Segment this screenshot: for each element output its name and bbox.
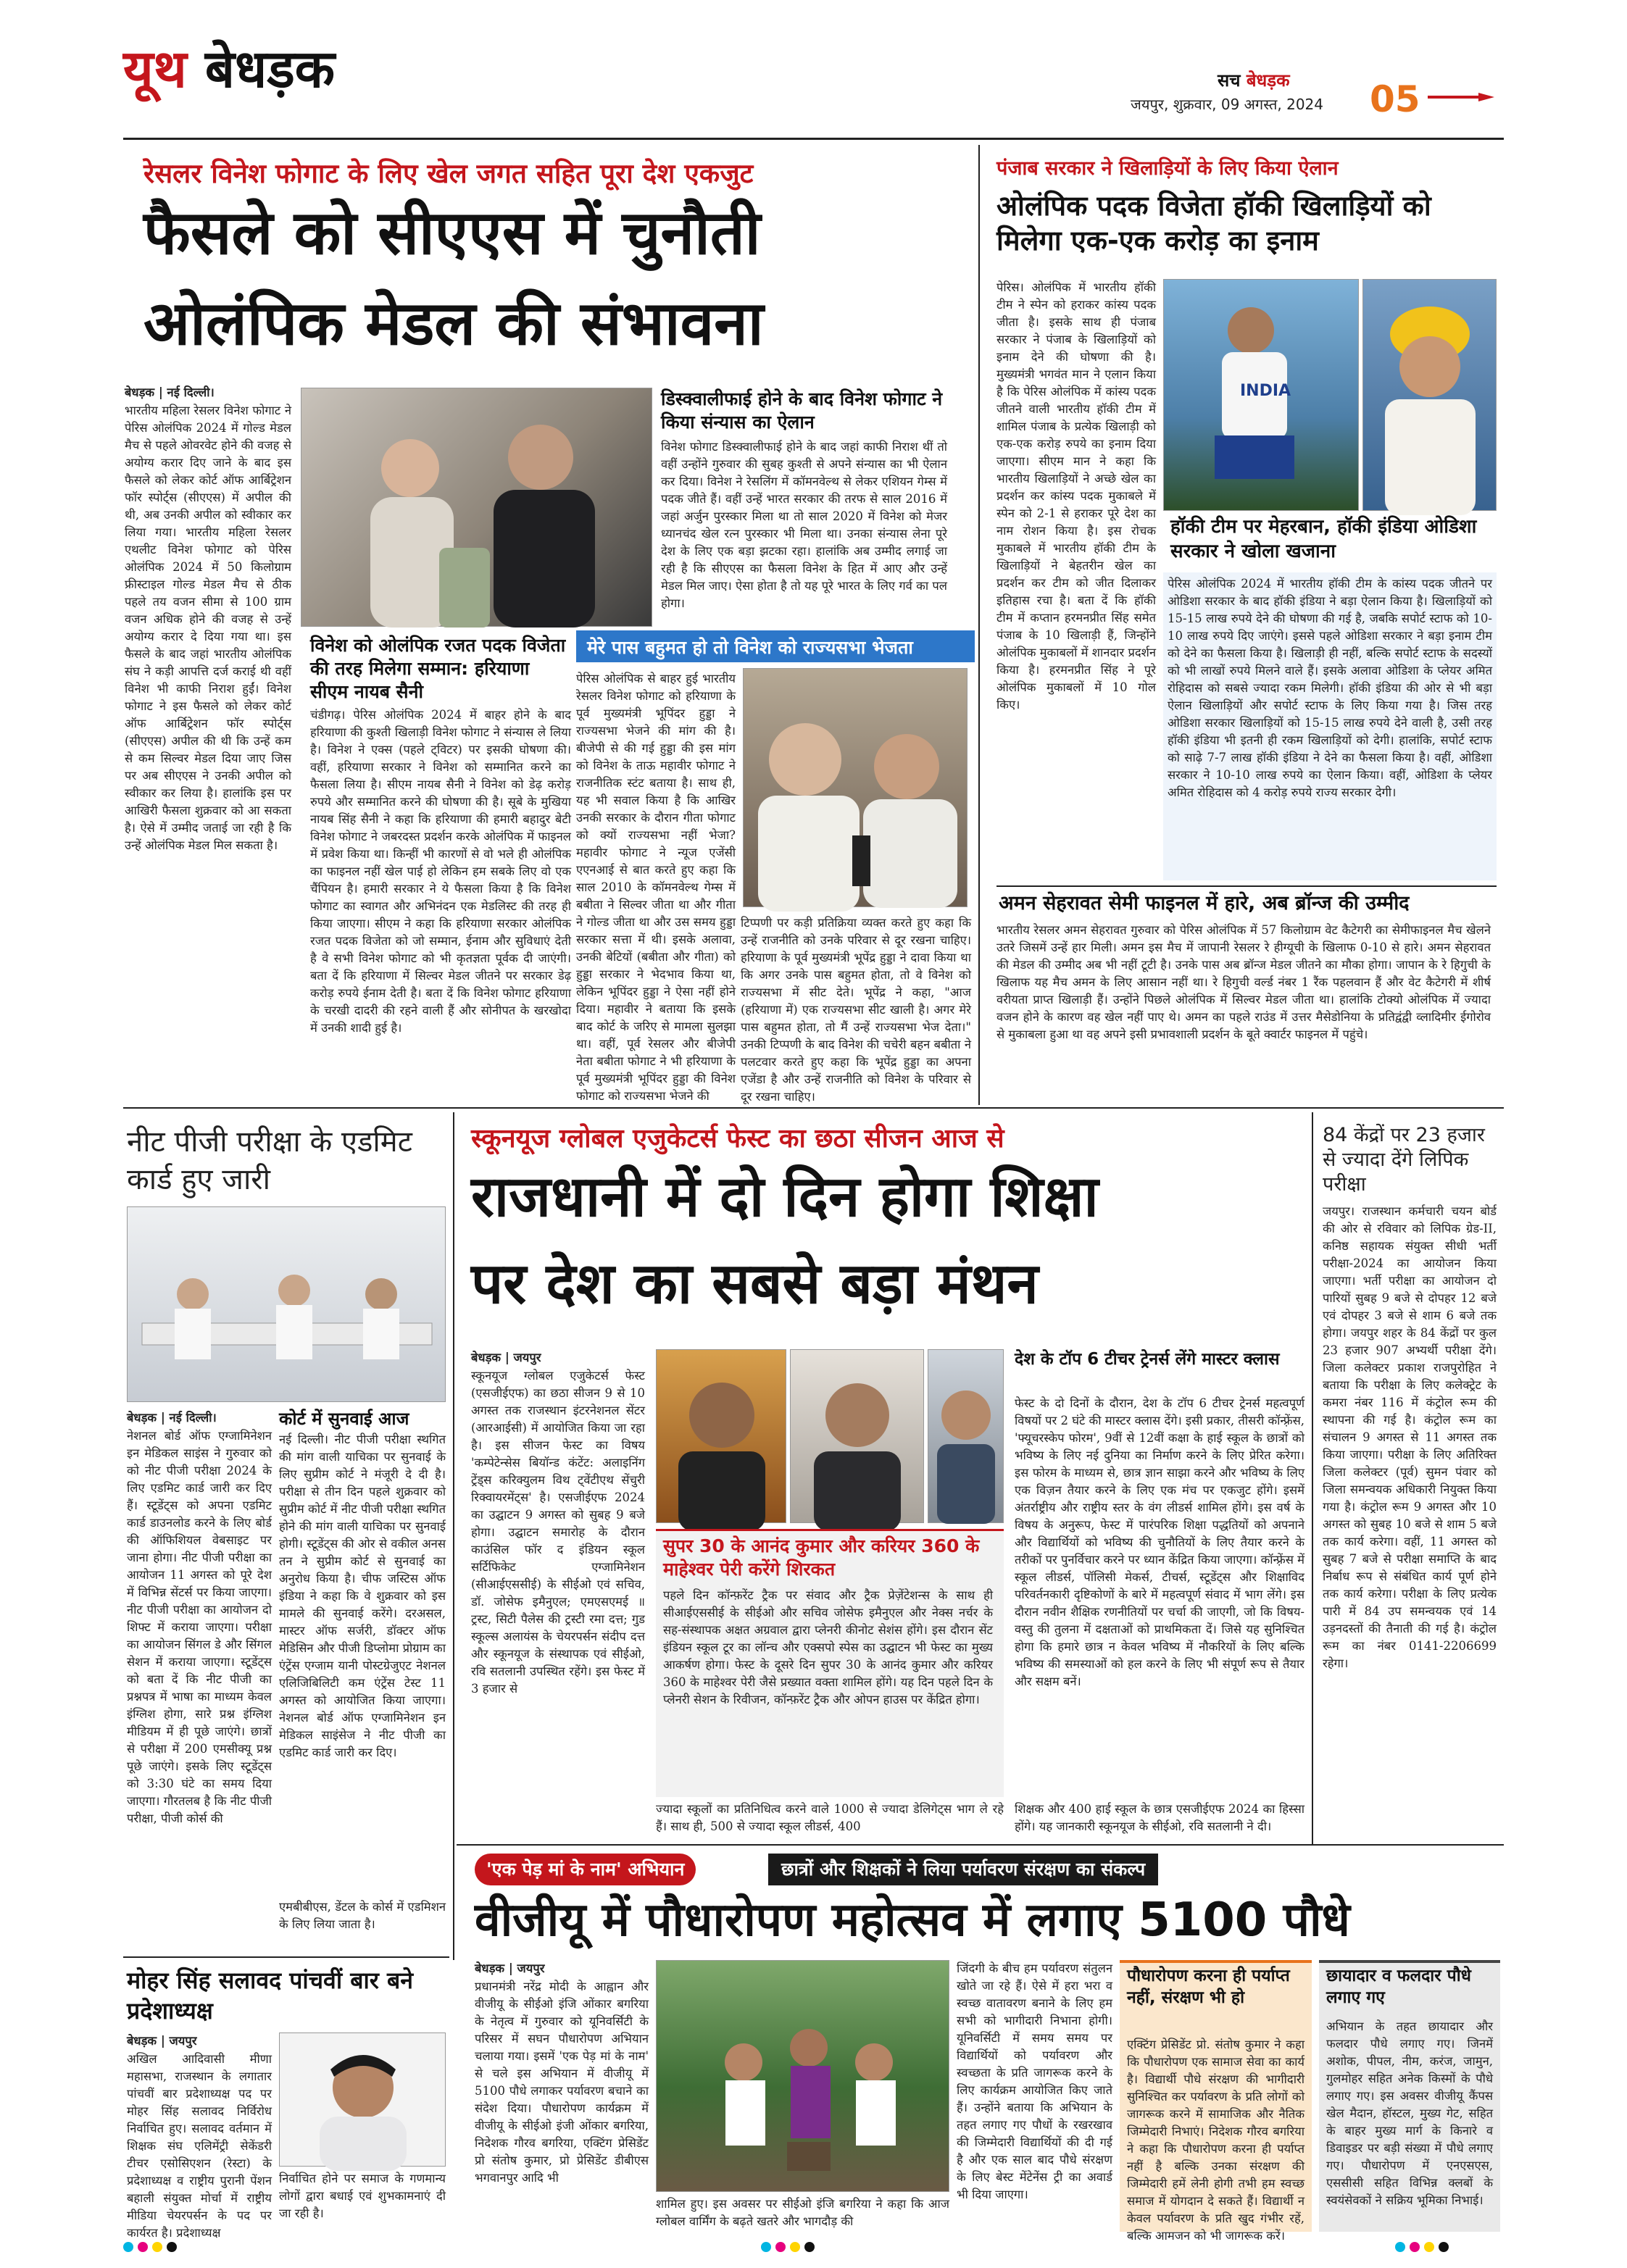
vgu-tag: 'एक पेड़ मां के नाम' अभियान <box>475 1854 696 1885</box>
vinesh-kicker: रेसलर विनेश फोगाट के लिए खेल जगत सहित पूरा देश एकजुट <box>143 158 754 189</box>
mohar-body: अखिल आदिवासी मीणा महासभा, राजस्थान के लगातार पांचवीं बार प्रदेशाध्यक्ष पद पर मोहर सिंह सलावद निर्विरोध निर्वाचित हुए। सलावद वर्तमान में शिक्षक संघ एलिमेंट्री सेकेंडरी टीचर एसोसिएशन (रेस्टा) के प्रदेशाध्यक्ष व राष्ट्रीय पुरानी पेंशन बहाली संयुक्त मोर्चा में राष्ट्रीय मीडिया चेयरपर्सन के पद पर कार्यरत है। प्रदेशाध्यक्ष <box>127 2052 272 2240</box>
aman-body: भारतीय रेसलर अमन सेहरावत गुरुवार को पेरिस ओलंपिक में 57 किलोग्राम वेट कैटेगरी का सेमीफाइनल मैच खेलने उतरे जिसमें उन्हें हार मिली। अमन इस मैच में जापानी रेसलर रे हीग्यूची के खिलाफ 0-10 से हारे। अमन सेहरावत की मेडल की उम्मीद अब भी नहीं टूटी है। उनके पास अब ब्रॉन्ज मेडल जीतने का मौका होगा। जापान के रे हिगुची के खिलाफ यह मैच अमन के लिए आसान नहीं था। रे हिगुची वर्ल्ड नंबर 1 रैंक पहलवान हैं और वेट कैटेगरी में शीर्ष वरीयता प्राप्त खिलाड़ी हैं। उन्होंने पिछले ओलंपिक में सिल्वर मेडल जीता था। हालांकि टोक्यो ओलंपिक में ज्यादा वजन होने के कारण वह खेल नहीं पाए थे। अमन का पहले राउंड में उत्तर मैसेडोनिया के प्रतिद्वंद्वी व्लादिमीर ईगोरोव से मुकाबला हुआ था वह अपने इसी प्रभावशाली प्रदर्शन के बूते क्वार्टर फाइनल में पहुंचे। <box>996 923 1491 1041</box>
mohar-photo <box>279 2033 446 2167</box>
vgu-headline: वीजीयू में पौधारोपण महोत्सव में लगाए 5100 पौधे <box>475 1893 1350 1947</box>
vinesh-col1: भारतीय महिला रेसलर विनेश फोगाट ने पेरिस ओलंपिक 2024 में गोल्ड मेडल मैच से पहले ओवरवेट होने की वजह से अयोग्य करार दिए जाने के बाद इस फैसले को लेकर कोर्ट ऑफ आर्बिट्रेशन फॉर स्पोर्ट्स (सीएएस) में अपील की थी, अब उनकी अपील को स्वीकार कर लिया गया। भारतीय महिला रेसलर एथलीट विनेश फोगाट को पेरिस ओलंपिक 2024 में 50 किलोग्राम फ्रीस्टाइल गोल्ड मेडल मैच से ठीक पहले तय वजन सीमा से 100 ग्राम वजन अधिक होने की वजह से उन्हें अयोग्य करार दे दिया गया था। इस फैसले के बाद जहां भारतीय ओलंपिक संघ ने कड़ी आपत्ति दर्ज कराई थी वहीं विनेश भी काफी निराश हुईं। विनेश फोगाट ने इस फैसले को लेकर कोर्ट ऑफ आर्बिट्रेशन फॉर स्पोर्ट्स (सीएएस) अपील की थी कि उन्हें कम से कम सिल्वर मेडल दिया जाए जिस पर अब सीएएस ने उनकी अपील को स्वीकार कर लिया है। हालांकि इस पर आखिरी फैसला शुक्रवार को आ सकता है। ऐसे में उम्मीद जताई जा रही है कि उन्हें ओलंपिक मेडल मिल सकता है। <box>125 404 291 852</box>
logo-black: बेधड़क <box>204 38 336 99</box>
edu-headline-1: राजधानी में दो दिन होगा शिक्षा <box>471 1164 1099 1230</box>
clerk-body: जयपुर। राजस्थान कर्मचारी चयन बोर्ड की ओर से रविवार को लिपिक ग्रेड-II, कनिष्ठ सहायक संयुक्त सीधी भर्ती परीक्षा-2024 का आयोजन किया जाएगा। भर्ती परीक्षा का आयोजन दो पारियों सुबह 9 बजे से दोपहर 12 बजे एवं दोपहर 3 बजे से शाम 6 बजे तक होगा। जयपुर शहर के 84 केंद्रों पर कुल 23 हजार 907 अभ्यर्थी परीक्षा देंगे। जिला कलेक्टर प्रकाश राजपुरोहित ने बताया कि परीक्षा के लिए कलेक्ट्रेट के कमरा नंबर 116 में कंट्रोल रूम की स्थापना की गई है। कंट्रोल रूम का संचालन 9 अगस्त से 11 अगस्त तक किया जाएगा। परीक्षा के लिए अतिरिक्त जिला कलेक्टर (पूर्व) सुमन पंवार को जिला समन्वयक अधिकारी नियुक्त किया गया है। कंट्रोल रूम 9 अगस्त और 10 अगस्त को सुबह 10 बजे से शाम 5 बजे तक कार्य करेगा। वहीं, 11 अगस्त को सुबह 7 बजे से परीक्षा समाप्ति के बाद निर्बाध रूप से संबंधित कार्य पूर्ण होने तक कार्य करेगा। परीक्षा के लिए प्रत्येक पारी में 84 उप समन्वयक एवं 14 उड़नदस्तों की तैनाती की गई है। कंट्रोल रूम का नंबर 0141-2206699 रहेगा। <box>1323 1204 1497 1670</box>
edu-headline-2: पर देश का सबसे बड़ा मंथन <box>471 1251 1039 1317</box>
edu-photo-1 <box>656 1349 786 1523</box>
vgu-body-3: शामिल हुए। इस अवसर पर सीईओ इंजि बगरिया ने कहा कि आज ग्लोबल वार्मिंग के बढ़ते खतरे और भागदौड़ की <box>656 2197 949 2228</box>
registration-dots-right <box>1395 2241 1453 2255</box>
vinesh-photo <box>301 388 652 627</box>
court-heading: कोर्ट में सुनवाई आज <box>279 1409 409 1429</box>
mohar-tail: निर्वाचित होने पर समाज के गणमान्य लोगों द्वारा बधाई एवं शुभकामनाएं दी जा रही है। <box>279 2172 446 2220</box>
registration-dots-mid <box>761 2241 819 2255</box>
brand-small: सच बेधड़क <box>1218 70 1290 91</box>
vgu-body-2: जिंदगी के बीच हम पर्यावरण संतुलन खोते जा रहे हैं। ऐसे में हरा भरा व स्वच्छ वातावरण बनाने के लिए हम सभी को भागीदारी निभाना होगी। यूनिवर्सिटी में समय समय पर विद्यार्थियों को पर्यावरण और स्वच्छता के प्रति जागरूक करने के लिए कार्यक्रम आयोजित किए जाते हैं। उन्होंने बताया कि अभियान के तहत लगाए गए पौधों के रखरखाव की जिम्मेदारी विद्यार्थियों की दी गई है और एक साल बाद पौधे संरक्षण के लिए बेस्ट मेंटेनेंस ट्री का अवार्ड भी दिया जाएगा। <box>957 1961 1112 2201</box>
anand-body: पहले दिन कॉन्फ़रेंट ट्रैक पर संवाद और ट्रैक प्रेज़ेंटेशन्स के साथ ही सीआईएससीई के सीईओ और सचिव जोसेफ इमैनुएल और नेक्स नर्चर के सह-संस्थापक अक्षत अग्रवाल द्वारा प्लेनरी कीनोट सेशंस होंगे। इस दौरान सेंट इंडियन स्कूल टूर का लॉन्च और एक्सपो स्पेस का उद्घाटन भी फेस्ट का मुख्य आकर्षण होगा। फेस्ट के दूसरे दिन सुपर 30 के आनंद कुमार और करियर 360 के माहेश्वर पेरी जैसे प्रख्यात वक्ता शामिल होंगे। यह दिन पहले दिन के प्लेनरी सेशन के रिवीजन, कॉन्फ़रेंट ट्रैक और ओपन हाउस पर केंद्रित होगा। <box>663 1588 993 1706</box>
vertical-rule-1 <box>978 145 980 1105</box>
vgu-byline: बेधड़क | जयपुर <box>475 1961 545 1975</box>
anand-heading: सुपर 30 के आनंद कुमार और करियर 360 के माहेश्वर पेरी करेंगे शिरकत <box>663 1535 980 1580</box>
vgu-box1-body: एक्टिंग प्रेसिडेंट प्रो. संतोष कुमार ने कहा कि पौधारोपण एक सामाज सेवा का कार्य है। विद्यार्थी पौधे संरक्षण की भागीदारी सुनिश्चित कर पर्यावरण के प्रति लोगों को जागरूक करने में सामाजिक और नैतिक जिम्मेदारी निभाएं। निदेशक गौरव बगरिया ने कहा कि पौधारोपण करना ही पर्याप्त नहीं है बल्कि उनका संरक्षण की जिम्मेदारी हमें लेनी होगी तभी हम स्वच्छ समाज में योगदान दे सकते हैं। विद्यार्थी न केवल पर्यावरण के प्रति खुद गंभीर रहें, बल्कि आमजन को भी जागरूक करें। <box>1127 2038 1304 2243</box>
vertical-rule-3 <box>1312 1112 1313 1844</box>
logo <box>123 36 335 101</box>
neet-body: नेशनल बोर्ड ऑफ एग्जामिनेशन इन मेडिकल साइंस ने गुरुवार को को नीट पीजी परीक्षा 2024 के लिए एडमिट कार्ड जारी कर दिए हैं। स्टूडेंट्स को अपना एडमिट कार्ड डाउनलोड करने के लिए बोर्ड की ऑफिशियल वेबसाइट पर जाना होगा। नीट पीजी परीक्षा का आयोजन 11 अगस्त को पूरे देश में विभिन्न सेंटर्स पर किया जाएगा। नीट पीजी परीक्षा का आयोजन दो शिफ्ट में कराया जाएगा। परीक्षा का आयोजन सिंगल डे और सिंगल सेशन में कराया जाएगा। स्टूडेंट्स को बता दें कि नीट पीजी का प्रश्नपत्र में भाषा का माध्यम केवल इंग्लिश होगा, सारे प्रश्न इंग्लिश मीडियम में ही पूछे जाएंगे। छात्रों से परीक्षा में 200 एमसीक्यू प्रश्न पूछे जाएंगे। इसके लिए स्टूडेंट्स को 3:30 घंटे का समय दिया जाएगा। गौरतलब है कि नीट पीजी परीक्षा, पीजी कोर्स की <box>127 1429 272 1825</box>
page-number: 05 <box>1370 78 1420 120</box>
vgu-box1-heading: पौधारोपण करना ही पर्याप्त नहीं, संरक्षण भी हो <box>1127 1967 1290 2007</box>
vgu-body-1: प्रधानमंत्री नरेंद्र मोदी के आह्वान और वीजीयू के सीईओ इंजि ओंकार बगरिया के नेतृत्व में गुरुवार को यूनिवर्सिटी के परिसर में सघन पौधारोपण अभियान चलाया गया। इसमें 'एक पेड़ मां के नाम' से चले इस अभियान में वीजीयू में 5100 पौधे लगाकर पर्यावरण बचाने का संदेश दिया। पौधारोपण कार्यक्रम में वीजीयू के सीईओ इंजी ओंकार बगरिया, निदेशक गौरव बगरिया, एक्टिंग प्रेसिडेंट प्रो संतोष कुमार, प्रो प्रेसिडेंट डीबीएस भगवानपुर आदि भी <box>475 1980 649 2185</box>
vgu-box2-heading: छायादार व फलदार पौधे लगाए गए <box>1326 1967 1471 2007</box>
hockey-body: पेरिस। ओलंपिक में भारतीय हॉकी टीम ने स्पेन को हराकर कांस्य पदक जीता है। इसके साथ ही पंजाब सरकार ने पंजाब के खिलाड़ियों को इनाम देने की घोषणा की है। मुख्यमंत्री भगवंत मान ने एलान किया है कि पेरिस ओलंपिक में कांस्य पदक जीतने वाली भारतीय हॉकी टीम में शामिल पंजाब के प्रत्येक खिलाड़ी को एक-एक करोड़ रुपये का इनाम दिया जाएगा। सीएम मान ने कहा कि भारतीय खिलाड़ियों ने अच्छे खेल का प्रदर्शन कर कांस्य पदक मुकाबले में स्पेन को 2-1 से हराकर पूरे देश का नाम रोशन किया है। इस रोचक मुकाबले में भारतीय हॉकी टीम के खिलाड़ियों ने बेहतरीन खेल का प्रदर्शन कर टीम को जीत दिलाकर इतिहास रचा है। बता दें कि हॉकी टीम में कप्तान हरमनप्रीत सिंह समेत पंजाब के 10 खिलाड़ी हैं, जिन्होंने ओलंपिक मुकाबलों में शानदार प्रदर्शन किया है। हरमनप्रीत सिंह ने पूरे ओलंपिक मुकाबलों में 10 गोल किए। <box>996 280 1156 712</box>
svg-text:INDIA: INDIA <box>1240 382 1291 400</box>
teacher-heading: देश के टॉप 6 टीचर ट्रेनर्स लेंगे मास्टर क्लास <box>1015 1350 1280 1369</box>
edu-bottom-1: ज्यादा स्कूलों का प्रतिनिधित्व करने वाले 1000 से ज्यादा डेलिगेट्स भाग ले रहे हैं। साथ ही, 500 से ज्यादा स्कूल लीडर्स, 400 <box>656 1802 1004 1833</box>
vertical-rule-2 <box>453 1112 454 1960</box>
hockey-headline: ओलंपिक पदक विजेता हॉकी खिलाड़ियों को मिलेगा एक-एक करोड़ का इनाम <box>996 190 1431 257</box>
rs-body-2: टिप्पणी पर कड़ी प्रतिक्रिया व्यक्त करते हुए कहा कि उन्हें राजनीति को उनके परिवार से दूर रखना चाहिए। हरियाणा के पूर्व मुख्यमंत्री भूपेंद्र हुड्डा ने दावा किया था कि अगर उनके पास बहुमत होता, तो वे विनेश को राज्यसभा में सीट देते। भूपेंद्र ने कहा, "आज (हरियाणा में) एक राज्यसभा सीट खाली है। अगर मेरे पास बहुमत होता, तो मैं उन्हें राज्यसभा भेज देता।" उनकी टिप्पणी के बाद विनेश की चचेरी बहन बबीता ने पलटवार करते हुए कहा कि भूपेंद्र हुड्डा का अपना एजेंडा है और उन्हें राजनीति को विनेश के परिवार से दूर रखना चाहिए। <box>741 916 971 1104</box>
vinesh-byline: बेधड़क | नई दिल्ली। <box>125 385 215 399</box>
logo-red: यूथ <box>123 38 187 99</box>
edu-photo-2 <box>790 1349 924 1523</box>
pen-icon <box>1428 91 1494 101</box>
mann-photo <box>1362 279 1497 511</box>
hooda-photo <box>743 668 968 907</box>
odisha-body: पेरिस ओलंपिक 2024 में भारतीय हॉकी टीम के कांस्य पदक जीतने पर ओडिशा सरकार के बाद हॉकी इंडिया ने बड़ा ऐलान किया है। खिलाड़ियों को 15-15 लाख रुपये देने की घोषणा की गई है, जबकि सपोर्ट स्टाफ को 10-10 लाख रुपये दिए जाएंगे। इससे पहले ओडिशा सरकार ने बड़ा इनाम टीम को देने का फैसला किया है। खिलाड़ी ही नहीं, बल्कि सपोर्ट स्टाफ के सदस्यों को भी लाखों रुपये मिलने वाले हैं। इसके अलावा ओडिशा के प्लेयर अमित रोहिदास को सबसे ज्यादा रकम मिलेगी। हॉकी इंडिया की ओर से भी बड़ा ऐलान खिलाड़ियों और सपोर्ट स्टाफ के लिए किया गया है। जिस तरह ओडिशा सरकार खिलाड़ियों को 15-15 लाख रुपये देने वाली है, उसी तरह हॉकी इंडिया भी इतनी ही रकम खिलाड़ियों को देगी। हालांकि, सपोर्ट स्टाफ को साढ़े 7-7 लाख हॉकी इंडिया ने देने का फैसला किया है। वहीं, ओडिशा सरकार ने 10-10 लाख रुपये का ऐलान किया। वहीं, ओडिशा के प्लेयर अमित रोहिदास को 4 करोड़ रुपये राज्य सरकार देगी। <box>1163 572 1497 880</box>
rule-top <box>123 138 1504 140</box>
mohar-headline: मोहर सिंह सलावद पांचवीं बार बने प्रदेशाध्यक्ष <box>127 1967 414 2025</box>
neet-tail: एमबीबीएस, डेंटल के कोर्स में एडमिशन के लिए लिया जाता है। <box>279 1900 446 1931</box>
edu-photo-3 <box>928 1349 1004 1523</box>
rs-heading: मेरे पास बहुमत हो तो विनेश को राज्यसभा भेजता <box>587 637 913 658</box>
registration-dots-left <box>123 2241 181 2255</box>
haryana-body: चंडीगढ़। पेरिस ओलंपिक 2024 में बाहर होने के बाद हरियाणा की कुश्ती खिलाड़ी विनेश फोगाट ने संन्यास ले लिया है। विनेश ने एक्स (पहले ट्विटर) पर इसकी घोषणा की। वहीं, हरियाणा सरकार ने विनेश को सम्मानित करने का फैसला लिया है। सीएम नायब सैनी ने विनेश को डेढ़ करोड़ रुपये और सम्मानित करने की घोषणा की है। सूबे के मुखिया नायब सिंह सैनी ने कहा कि हरियाणा की हमारी बहादुर बेटी विनेश फोगाट ने जबरदस्त प्रदर्शन करके ओलंपिक में फाइनल में प्रवेश किया था। किन्हीं भी कारणों से वो भले ही ओलंपिक का फाइनल नहीं खेल पाई हो लेकिन हम सबके लिए वो एक चैंपियन है। हमारी सरकार ने ये फैसला किया है कि विनेश फोगाट का स्वागत और अभिनंदन एक मेडलिस्ट की तरह ही किया जाएगा। सीएम ने कहा कि हरियाणा सरकार ओलंपिक रजत पदक विजेता को जो सम्मान, ईनाम और सुविधाएं देती है वे सभी विनेश फोगाट को भी कृतज्ञता पूर्वक दी जाएंगी। बता दें कि हरियाणा में सिल्वर मेडल जीतने पर सरकार डेढ़ करोड़ रुपये ईनाम देती है। बता दें कि विनेश फोगाट हरियाणा के चरखी दादरी की रहने वाली हैं और सोनीपत के खरखोदा में उनकी शादी हुई है। <box>310 708 571 1035</box>
rule-mohar <box>123 1956 449 1958</box>
rule-aman <box>996 885 1497 887</box>
masthead <box>123 36 1500 130</box>
hockey-photo <box>1163 279 1359 511</box>
edu-kicker: स्कूनयूज ग्लोबल एजुकेटर्स फेस्ट का छठा सीजन आज से <box>471 1124 1004 1154</box>
court-body: नई दिल्ली। नीट पीजी परीक्षा स्थगित की मांग वाली याचिका पर सुनवाई के लिए सुप्रीम कोर्ट ने मंजूरी दे दी है। परीक्षा से तीन दिन पहले शुक्रवार को सुप्रीम कोर्ट में नीट पीजी परीक्षा स्थगित होने की मांग वाली याचिका पर सुनवाई होगी। स्टूडेंट्स की ओर से वकील अनस तन ने सुप्रीम कोर्ट से सुनवाई का अनुरोध किया है। चीफ जस्टिस ऑफ इंडिया ने कहा कि वे शुक्रवार को इस मामले की सुनवाई करेंगे। दरअसल, मास्टर ऑफ सर्जरी, डॉक्टर ऑफ मेडिसिन और पीजी डिप्लोमा प्रोग्राम का एंट्रेंस एग्जाम यानी पोस्टग्रेजुएट नेशनल एलिजिबिलिटी कम एंट्रेंस टेस्ट 11 अगस्त को आयोजित किया जाएगा। नेशनल बोर्ड ऑफ एग्जामिनेशन इन मेडिकल साइंसेज ने नीट पीजी का एडमिट कार्ड जारी कर दिए। <box>279 1433 446 1759</box>
edu-byline: बेधड़क | जयपुर <box>471 1351 541 1364</box>
clerk-headline: 84 केंद्रों पर 23 हजार से ज्यादा देंगे लिपिक परीक्षा <box>1323 1124 1485 1196</box>
neet-photo <box>127 1206 446 1402</box>
rs-body-1: पेरिस ओलंपिक से बाहर हुई भारतीय रेसलर विनेश फोगाट को हरियाणा के पूर्व मुख्यमंत्री भूपिंदर हुड्डा ने राज्यसभा भेजने की मांग की है। बीजेपी से की गई हुड्डा की इस मांग को विनेश के ताऊ महावीर फोगाट ने राजनीतिक स्टंट बताया है। साथ ही, यह भी सवाल किया है कि आखिर उनकी सरकार के दौरान गीता फोगाट को क्यों राज्यसभा नहीं भेजा? महावीर फोगाट ने न्यूज एजेंसी एएनआई से बात करते हुए कहा कि साल 2010 के कॉमनवेल्थ गेम्स में बबीता ने सिल्वर जीता था और गीता ने गोल्ड जीता था और उस समय हुड्डा सरकार सत्ता में थी। इसके अलावा, उनकी बेटियों (बबीता और गीता) को हुड्डा सरकार ने भेदभाव किया था, लेकिन भूपिंदर हुड्डा ने ऐसा नहीं होने दिया। महावीर ने बताया कि इसके बाद कोर्ट के जरिए से मामला सुलझा था। वहीं, पूर्व रेसलर और बीजेपी नेता बबीता फोगाट ने भी हरियाणा के पूर्व मुख्यमंत्री भूपिंदर हुड्डा की विनेश फोगाट को राज्यसभा भेजने की <box>576 672 736 1103</box>
vgu-box2-body: अभियान के तहत छायादार और फलदार पौधे लगाए गए। जिनमें अशोक, पीपल, नीम, करंज, जामुन, गुलमोहर सहित अनेक किस्मों के पौधे लगाए गए। इस अवसर वीजीयू कैंपस खेल मैदान, हॉस्टल, मुख्य गेट, सहित के बाहर मुख्य मार्ग के किनारे व डिवाइडर पर बड़ी संख्या में पौधे लगाए गए। पौधारोपण में एनएसएस, एससीसी सहित विभिन्न क्लबों के स्वयंसेवकों ने सक्रिय भूमिका निभाई। <box>1326 2019 1493 2207</box>
neet-byline: बेधड़क | नई दिल्ली। <box>127 1411 217 1425</box>
hockey-kicker: पंजाब सरकार ने खिलाड़ियों के लिए किया ऐलान <box>996 157 1339 180</box>
mohar-byline: बेधड़क | जयपुर <box>127 2034 197 2048</box>
dateline: जयपुर, शुक्रवार, 09 अगस्त, 2024 <box>1131 96 1323 113</box>
neet-headline: नीट पीजी परीक्षा के एडमिट कार्ड हुए जारी <box>127 1125 412 1196</box>
rule-mid <box>123 1107 1504 1109</box>
retire-heading: डिस्क्वालीफाई होने के बाद विनेश फोगाट ने किया संन्यास का ऐलान <box>661 388 943 433</box>
vinesh-headline-2: ओलंपिक मेडल की संभावना <box>143 288 764 359</box>
vinesh-headline-1: फैसले को सीएएस में चुनौती <box>143 197 761 268</box>
vgu-photo <box>656 1960 949 2192</box>
odisha-heading: हॉकी टीम पर मेहरबान, हॉकी इंडिया ओडिशा सरकार ने खोला खजाना <box>1170 516 1477 562</box>
aman-headline: अमन सेहरावत सेमी फाइनल में हारे, अब ब्रॉन्ज की उम्मीद <box>999 892 1410 914</box>
vgu-strap: छात्रों और शिक्षकों ने लिया पर्यावरण संरक्षण का संकल्प <box>768 1854 1158 1885</box>
edu-body-1: स्कूनयूज ग्लोबल एजुकेटर्स फेस्ट (एसजीईएफ) का छठा सीजन 9 से 10 अगस्त तक राजस्थान इंटरनेशनल सेंटर (आरआईसी) में आयोजित किया जा रहा है। इस सीजन फेस्ट का विषय 'कम्पेटेन्सेस बियॉन्ड कंटेंट: अलाइनिंग ट्रेंड्स करिक्युलम विथ ट्वेंटीएथ सेंचुरी रिक्वायरमेंट्स' है। एसजीईएफ 2024 का उद्घाटन 9 अगस्त को सुबह 9 बजे होगा। उद्घाटन समारोह के दौरान काउंसिल फॉर द इंडियन स्कूल सर्टिफिकेट एग्जामिनेशन (सीआईएससीई) के सीईओ एवं सचिव, डॉ. जोसेफ इमैनुएल; एमएसएमई ॥ ट्रस्ट, सिटी पैलेस की ट्रस्टी रमा दत्त; गुड स्कूल्स अलायंस के चेयरपर्सन संदीप दत्त और स्कूनयूज के संस्थापक एवं सीईओ, रवि सतलानी उपस्थित रहेंगे। इस फेस्ट में 3 हजार से <box>471 1369 645 1696</box>
teacher-body: फेस्ट के दो दिनों के दौरान, देश के टॉप 6 टीचर ट्रेनर्स महत्वपूर्ण विषयों पर 2 घंटे की मास्टर क्लास देंगे। इसी प्रकार, तीसरी कॉन्फ़्रेंस, 'फ्यूचरस्केप फोरम', 9वीं से 12वीं कक्षा के हाई स्कूल के छात्रों को भविष्य के लिए नई दुनिया का निर्माण करने के लिए प्रेरित करेगा। इस फोरम के माध्यम से, छात्र ज्ञान साझा करने और भविष्य के लिए एक विज़न तैयार करने के लिए एक मंच पर एकजुट होंगे। इसमें अंतर्राष्ट्रीय और राष्ट्रीय स्तर के वंग लीडर्स शामिल होंगे। इस वर्ष के विषय के अनुरूप, फेस्ट में पारंपरिक शिक्षा पद्धतियों को अपनाने और विद्यार्थियों को भविष्य की चुनौतियों के लिए तैयार करने के तरीकों पर पुनर्विचार करने पर ध्यान केंद्रित किया जाएगा। कॉन्फ़्रेंस में स्कूल लीडर्स, पॉलिसी मेकर्स, टीचर्स, स्टूडेंट्स और शिक्षाविद परिवर्तनकारी दृष्टिकोणों के बारे में महत्वपूर्ण संवाद में भाग लेंगे। इस दौरान नवीन शैक्षिक रणनीतियों पर चर्चा की जाएगी, जो कि विषय-वस्तु की तुलना में दक्षताओं को प्राथमिकता दें। जिसे यह सुनिश्चित होगा कि हमारे छात्र न केवल भविष्य में नौकरियों के लिए बल्कि भविष्य की समस्याओं को हल करने के लिए भी संपूर्ण रूप से तैयार और सक्षम बनें। <box>1015 1396 1304 1688</box>
haryana-heading: विनेश को ओलंपिक रजत पदक विजेता की तरह मिलेगा सम्मान: हरियाणा सीएम नायब सैनी <box>310 635 566 702</box>
rule-vgu <box>457 1844 1504 1846</box>
retire-body: विनेश फोगाट डिस्क्वालीफाई होने के बाद जहां काफी निराश थीं तो वहीं उन्होंने गुरुवार की सुबह कुश्ती से अपने संन्यास का भी ऐलान कर दिया। विनेश ने रेसलिंग में कॉमनवेल्थ से लेकर एशियन गेम्स में पदक जीते हैं। वहीं उन्हें भारत सरकार की तरफ से साल 2016 में जहां अर्जुन पुरस्कार मिला था तो साल 2020 में विनेश को मेजर ध्यानचंद खेल रत्न पुरस्कार भी मिला था। उनका संन्यास लेना पूरे देश के लिए एक बड़ा झटका रहा। हालांकि अब उम्मीद लगाई जा रही है कि सीएएस का फैसला विनेश के हित में आए और उन्हें मेडल मिल जाए। ऐसा होता है तो यह पूरे भारत के लिए गर्व का पल होगा। <box>661 440 947 610</box>
edu-bottom-2: शिक्षक और 400 हाई स्कूल के छात्र एसजीईएफ 2024 का हिस्सा होंगे। यह जानकारी स्कूनयूज के सीईओ, रवि सतलानी ने दी। <box>1015 1802 1304 1833</box>
